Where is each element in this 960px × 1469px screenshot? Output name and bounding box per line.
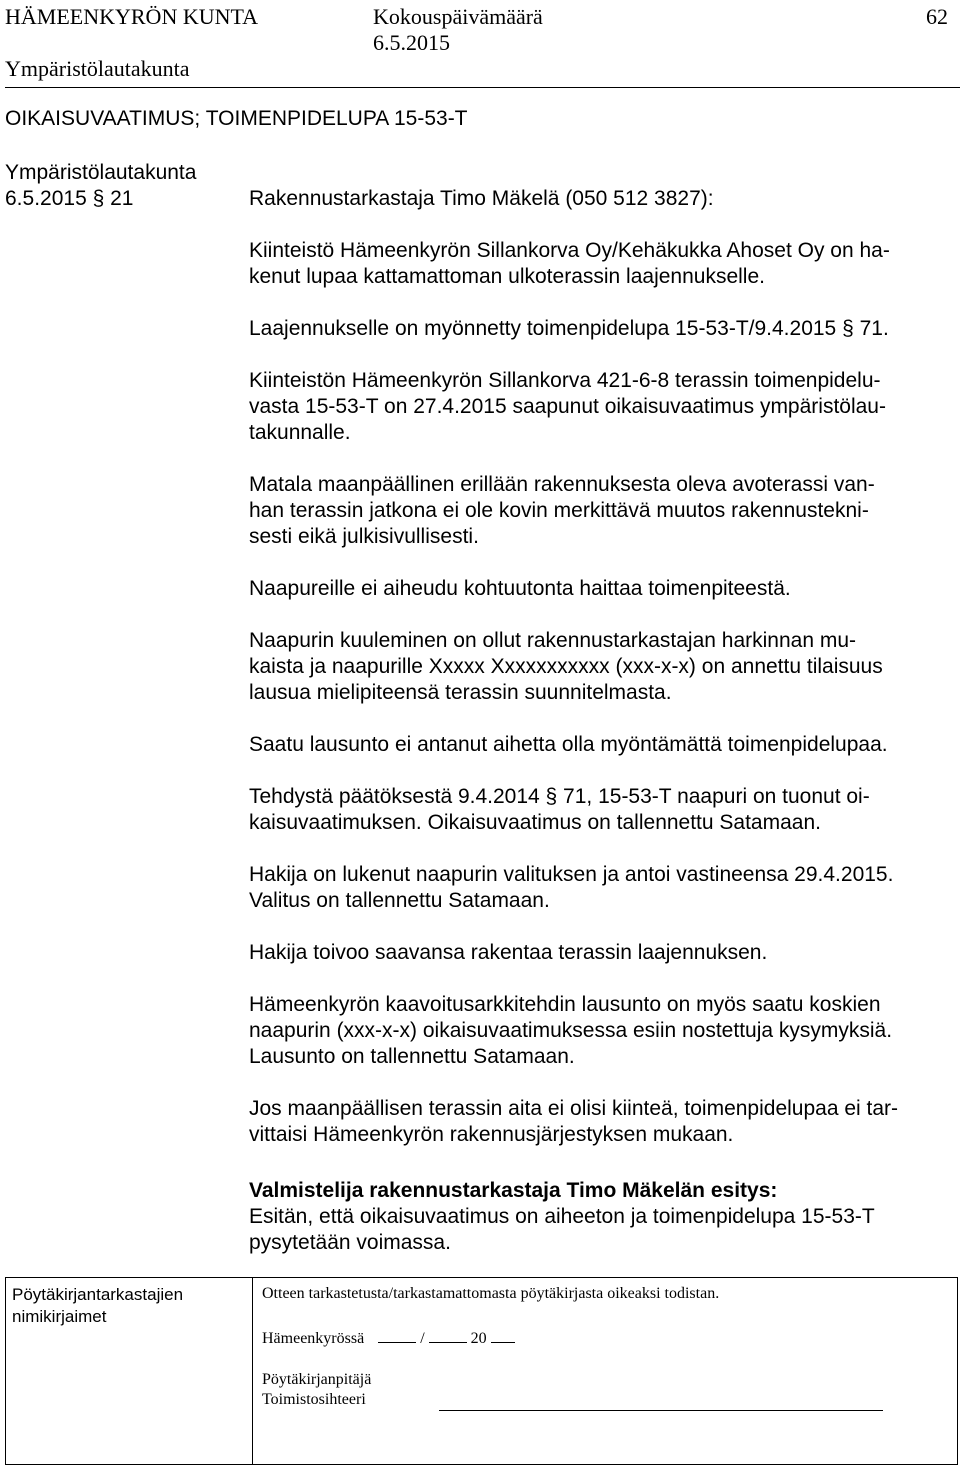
page-number: 62 (926, 4, 948, 29)
section-title: OIKAISUVAATIMUS; TOIMENPIDELUPA 15-53-T (5, 107, 468, 130)
keeper-label: Pöytäkirjanpitäjä (262, 1371, 372, 1388)
paragraph-6 (249, 576, 949, 602)
month-blank (429, 1328, 467, 1343)
meeting-date-label: Kokouspäivämäärä (373, 4, 543, 29)
initials-label (12, 1284, 183, 1328)
paragraph-line: Hakija on lukenut naapurin valituksen ja antoi vastineensa 29.4.2015. (249, 863, 894, 886)
footer-divider (252, 1278, 253, 1464)
paragraph-line: Jos maanpäällisen terassin aita ei olisi kiinteä, toimenpidelupaa ei tar- (249, 1097, 899, 1120)
paragraph-5 (249, 472, 949, 550)
paragraph-line: Saatu lausunto ei antanut aihetta olla myöntämättä toimenpidelupaa. (249, 733, 888, 756)
paragraph-line: vasta 15-53-T on 27.4.2015 saapunut oikaisuvaatimus ympäristölau- (249, 395, 886, 418)
paragraph-line: sesti eikä julkisivullisesti. (249, 525, 479, 548)
paragraph-line: Valitus on tallennettu Satamaan. (249, 889, 550, 912)
day-blank (378, 1328, 416, 1343)
year-prefix: 20 (470, 1330, 487, 1347)
organization-name: HÄMEENKYRÖN KUNTA (5, 4, 259, 29)
department-name: Ympäristölautakunta (5, 56, 190, 81)
paragraph-line: Naapureille ei aiheudu kohtuutonta haittaa toimenpiteestä. (249, 577, 791, 600)
paragraph-line: Hakija toivoo saavansa rakentaa terassin laajennuksen. (249, 941, 768, 964)
paragraph-4 (249, 368, 949, 446)
paragraph-line: Laajennukselle on myönnetty toimenpidelupa 15-53-T/9.4.2015 § 71. (249, 317, 889, 340)
proposal-heading: Valmistelija rakennustarkastaja Timo Mäkelän esitys: (249, 1179, 778, 1202)
place-date-line (262, 1328, 515, 1349)
paragraph-8 (249, 732, 949, 758)
paragraph-13 (249, 1096, 949, 1148)
header-rule (5, 87, 960, 88)
paragraph-9 (249, 784, 949, 836)
paragraph-12 (249, 992, 949, 1070)
paragraph-10 (249, 862, 949, 914)
paragraph-1 (249, 186, 949, 212)
paragraph-line: Matala maanpäällinen erillään rakennuksesta oleva avoterassi van- (249, 473, 875, 496)
left-department: Ympäristölautakunta (5, 161, 197, 184)
signature-line (439, 1410, 883, 1411)
certification-text: Otteen tarkastetusta/tarkastamattomasta pöytäkirjasta oikeaksi todistan. (262, 1285, 720, 1302)
paragraph-line: Naapurin kuuleminen on ollut rakennustarkastajan harkinnan mu- (249, 629, 857, 652)
paragraph-line: vittaisi Hämeenkyrön rakennusjärjestyksen mukaan. (249, 1123, 734, 1146)
paragraph-2 (249, 238, 949, 290)
paragraph-11 (249, 940, 949, 966)
proposal (249, 1178, 949, 1256)
paragraph-line: Kiinteistön Hämeenkyrön Sillankorva 421-6-8 terassin toimenpidelu- (249, 369, 881, 392)
left-entry: 6.5.2015 § 21 (5, 187, 134, 210)
date-separator: / (420, 1330, 425, 1347)
place-name: Hämeenkyrössä (262, 1330, 365, 1347)
paragraph-line: kenut lupaa kattamattoman ulkoterassin laajennukselle. (249, 265, 765, 288)
paragraph-line: naapurin (xxx-x-x) oikaisuvaatimuksessa esiin nostettuja kysymyksiä. (249, 1019, 893, 1042)
meeting-date: 6.5.2015 (373, 30, 450, 55)
footer-box (5, 1277, 958, 1465)
keeper-block (262, 1370, 371, 1410)
paragraph-line: lausua mielipiteensä terassin suunnitelmasta. (249, 681, 672, 704)
paragraph-line: Hämeenkyrön kaavoitusarkkitehdin lausunto on myös saatu koskien (249, 993, 881, 1016)
proposal-line: Esitän, että oikaisuvaatimus on aiheeton ja toimenpidelupa 15-53-T (249, 1205, 875, 1228)
paragraph-line: Kiinteistö Hämeenkyrön Sillankorva Oy/Kehäkukka Ahoset Oy on ha- (249, 239, 890, 262)
paragraph-line: han terassin jatkona ei ole kovin merkittävä muutos rakennustekni- (249, 499, 869, 522)
paragraph-line: Rakennustarkastaja Timo Mäkelä (050 512 3827): (249, 187, 714, 210)
paragraph-line: takunnalle. (249, 421, 351, 444)
paragraph-7 (249, 628, 949, 706)
paragraph-line: kaisuvaatimuksen. Oikaisuvaatimus on tallennettu Satamaan. (249, 811, 821, 834)
paragraph-3 (249, 316, 949, 342)
paragraph-line: Lausunto on tallennettu Satamaan. (249, 1045, 575, 1068)
year-blank (491, 1328, 515, 1343)
initials-label-line: nimikirjaimet (12, 1307, 107, 1326)
paragraph-line: Tehdystä päätöksestä 9.4.2014 § 71, 15-53-T naapuri on tuonut oi- (249, 785, 870, 808)
initials-label-line: Pöytäkirjantarkastajien (12, 1285, 184, 1304)
paragraph-line: kaista ja naapurille Xxxxx Xxxxxxxxxxx (xxx-x-x) on annettu tilaisuus (249, 655, 883, 678)
keeper-title: Toimistosihteeri (262, 1391, 366, 1408)
proposal-line: pysytetään voimassa. (249, 1231, 451, 1254)
